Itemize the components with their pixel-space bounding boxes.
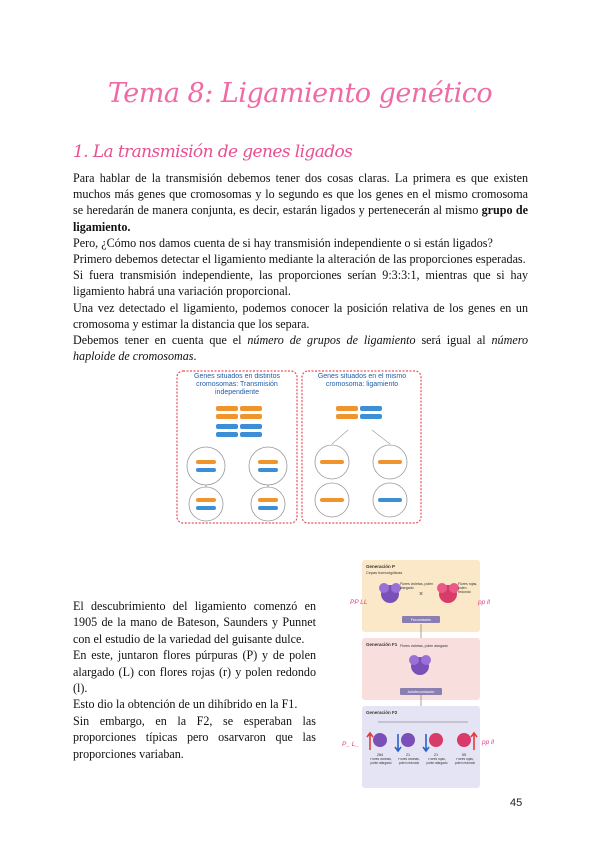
f2-label-1: Flores violetas, polen alargado	[370, 758, 392, 765]
left-heading: Genes situados en distintos cromosomas: Transmisión independiente	[194, 373, 280, 396]
page-number: 45	[510, 797, 523, 809]
f2-flower-1-icon	[373, 733, 387, 747]
gen-f1-label: Generación F1	[366, 642, 398, 647]
p6-italic-d: número haploide de cromosomas	[73, 333, 528, 364]
paragraph-6	[73, 332, 528, 364]
parent1-label: Flores violetas, polen alargado	[400, 582, 434, 590]
gen-p-label: Generación P	[366, 564, 396, 569]
section-title: 1. La transmisión de genes ligados	[73, 142, 353, 162]
p6-text-a: Debemos tener en cuenta que el	[73, 333, 248, 348]
chromosome-figure	[176, 370, 422, 524]
sweet-pea-figure	[340, 558, 508, 790]
history-text	[73, 598, 316, 762]
p1-text: Para hablar de la transmisión debemos tener dos cosas claras. La primera es que existen muchos más genes que cromosomas y lo segundo es que los genes en el mismo cromosoma se heredarán de manera conjunta, es decir, estarán ligados y pertenecerán al mismo	[73, 171, 528, 218]
cross-label: Fecundación	[410, 618, 432, 622]
f2-label-3: Flores rojas, polen alargado	[426, 758, 448, 765]
annot-left-bottom: P_ L_	[342, 741, 359, 748]
f2-count-2: 21	[405, 753, 411, 757]
p6-text-c: será igual al	[415, 333, 492, 348]
f2-flower-2-icon	[401, 733, 415, 747]
annot-right-bottom: pp ll	[482, 739, 494, 746]
f2-count-3: 21	[433, 753, 439, 757]
intro-text	[73, 170, 528, 364]
paragraph-3: Primero debemos detectar el ligamiento mediante la alteración de las proporciones esperadas.	[73, 252, 526, 267]
annot-left-top: PP LL	[350, 599, 368, 606]
paragraph-2: Pero, ¿Cómo nos damos cuenta de si hay transmisión independiente o si están ligados?	[73, 235, 493, 250]
paragraph-1	[73, 170, 528, 235]
lower-paragraph-3: Esto dio la obtención de un dihíbrido en la F1.	[73, 697, 298, 712]
cross-sign: ×	[418, 591, 424, 598]
f2-flower-4-icon	[457, 733, 471, 747]
gen-f2-label: Generación F2	[366, 710, 398, 715]
selfing-label: Autofecundación	[407, 690, 435, 694]
f2-count-1: 284	[376, 753, 384, 757]
p1-bold: grupo de ligamiento.	[73, 203, 529, 234]
parent2-label: Flores rojas, polen redondo	[458, 582, 478, 594]
annot-right-top: pp ll	[478, 599, 490, 606]
lower-paragraph-4: Sin embargo, en la F2, se esperaban las proporciones típicas pero osarvaron que las proporciones variaban.	[73, 713, 316, 761]
lower-paragraph-2: En este, juntaron flores púrpuras (P) y de polen alargado (L) con flores rojas (r) y polen redondo (l).	[73, 648, 316, 696]
paragraph-4: Si fuera transmisión independiente, las proporciones serían 9:3:3:1, mientras que si hay ligamiento habrá una variación proporcional.	[73, 268, 528, 299]
f2-count-4: 55	[461, 753, 467, 757]
lower-paragraph-1: El descubrimiento del ligamiento comenzó en 1905 de la mano de Bateson, Saunders y Punnet con el estudio de la variedad del guisante dulce.	[73, 599, 316, 646]
f2-label-4: Flores rojas, polen redondo	[454, 758, 476, 765]
f2-label-2: Flores violetas, polen redondo	[398, 758, 420, 765]
paragraph-5: Una vez detectado el ligamiento, podemos conocer la posición relativa de los genes en un cromosoma y estimar la distancia que los separa.	[73, 300, 528, 331]
gen-p-sub: Cepas homocigóticas	[366, 571, 403, 575]
page-title: Tema 8: Ligamiento genético	[107, 78, 493, 109]
p6-text-e: .	[193, 349, 197, 364]
f1-label: Flores violetas, polen alargado	[400, 644, 448, 648]
p6-italic-b: número de grupos de ligamiento	[247, 333, 416, 348]
right-heading: Genes situados en el mismo cromosoma: ligamiento	[317, 373, 407, 388]
f2-flower-3-icon	[429, 733, 443, 747]
